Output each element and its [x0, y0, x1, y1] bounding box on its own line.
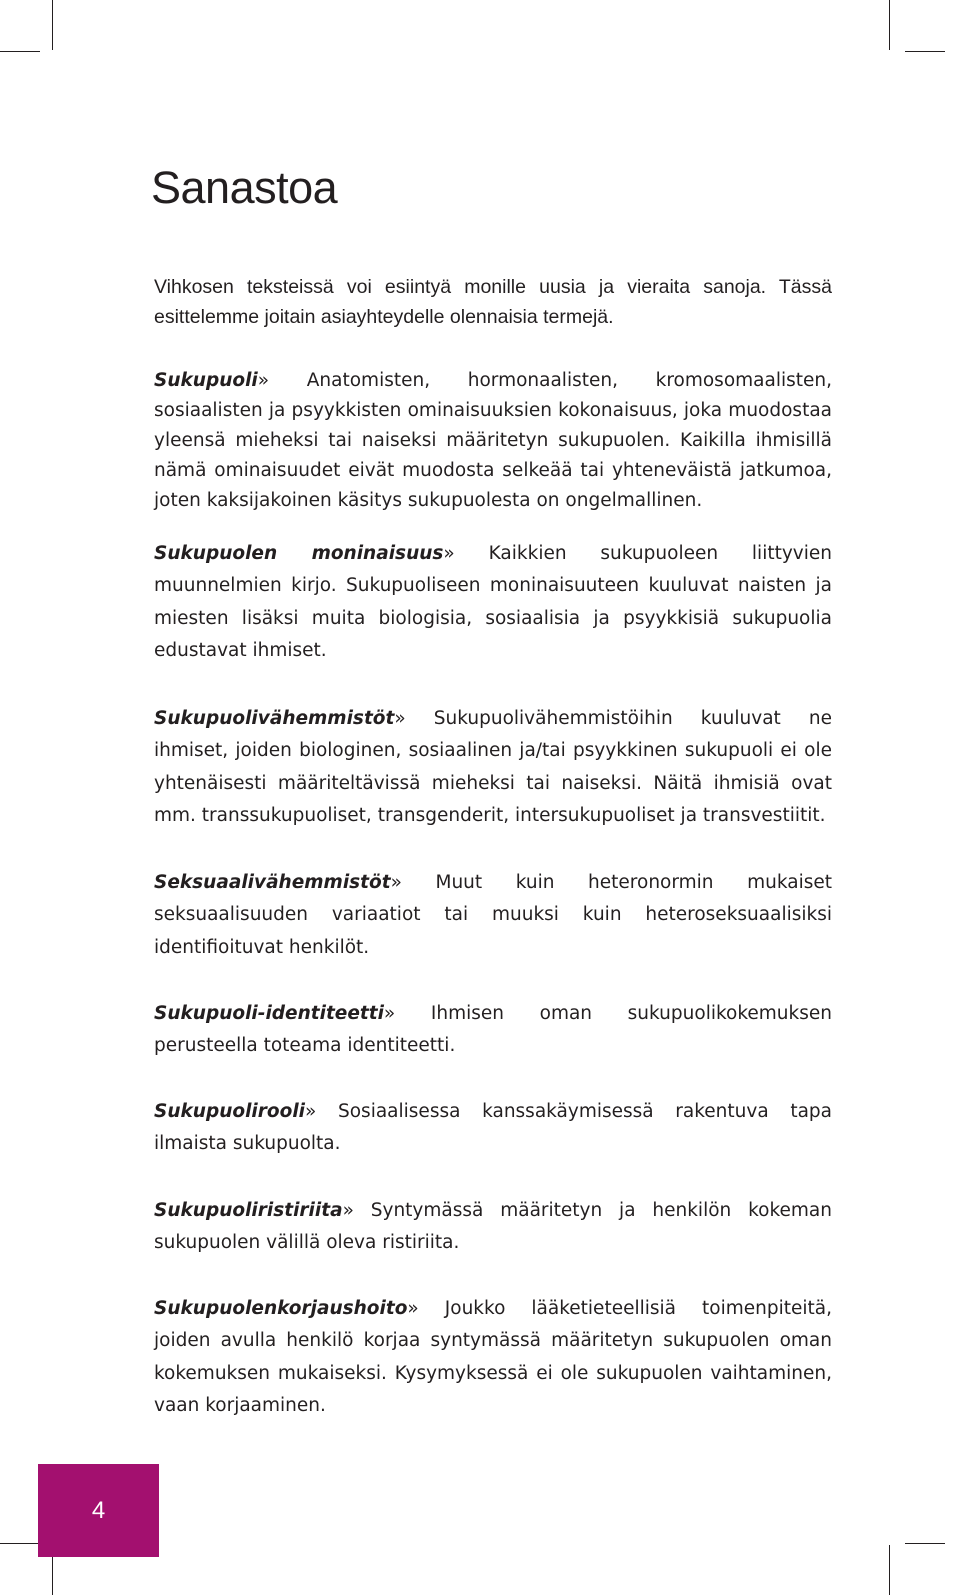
- entry-definition: Joukko lääketieteellisiä toimenpiteitä, joiden avulla henkilö korjaa syntymässä määritetyn sukupuolen oman kokemuksen mukaiseksi. Kysymyksessä ei ole sukupuolen vaihtaminen, vaan korjaaminen.: [154, 1298, 832, 1416]
- entry-term: Sukupuolirooli: [154, 1101, 305, 1122]
- entry-definition: Sosiaalisessa kanssakäymisessä rakentuva tapa ilmaista sukupuolta.: [154, 1101, 832, 1155]
- glossary-entry: [154, 1096, 832, 1161]
- entry-definition: Sukupuolivähemmistöihin kuuluvat ne ihmiset, joiden biologinen, sosiaalinen ja/tai psyykkinen sukupuoli ei ole yhtenäisesti määriteltävissä mieheksi tai naiseksi. Näitä ihmisiä ovat mm. transsukupuoliset, transgenderit, intersukupuoliset ja transvestiitit.: [154, 708, 832, 826]
- entry-separator: »: [257, 370, 270, 391]
- page-title: Sanastoa: [151, 162, 338, 213]
- crop-mark: [905, 1543, 945, 1544]
- entry-definition: Ihmisen oman sukupuolikokemuksen perusteella toteama identiteetti.: [154, 1003, 832, 1057]
- entry-separator: »: [342, 1200, 354, 1221]
- glossary-entry: [154, 867, 832, 964]
- entry-definition: Syntymässä määritetyn ja henkilön kokeman sukupuolen välillä oleva ristiriita.: [154, 1200, 832, 1254]
- page-number: 4: [91, 1496, 106, 1524]
- entry-separator: »: [407, 1298, 419, 1319]
- entry-term: Sukupuoliristiriita: [154, 1200, 343, 1221]
- crop-mark: [889, 0, 890, 50]
- entry-separator: »: [383, 1003, 396, 1024]
- crop-mark: [0, 1543, 40, 1544]
- entry-separator: »: [305, 1101, 317, 1122]
- crop-mark: [889, 1545, 890, 1595]
- entry-term: Seksuaalivähemmistöt: [154, 872, 391, 893]
- entry-definition: Kaikkien sukupuoleen liittyvien muunnelmien kirjo. Sukupuoliseen moninaisuuteen kuuluvat naisten ja miesten lisäksi muita biologisia, sosiaalisia ja psyykkisiä sukupuolia edustavat ihmiset.: [154, 543, 832, 661]
- intro-paragraph: Vihkosen teksteissä voi esiintyä monille uusia ja vieraita sanoja. Tässä esittelemme joitain asiayhteydelle olennaisia termejä.: [154, 276, 832, 328]
- crop-mark: [905, 51, 945, 52]
- glossary-entry: [154, 1293, 832, 1422]
- page-number-box: [38, 1464, 159, 1557]
- entry-definition: Anatomisten, hormonaalisten, kromosomaalisten, sosiaalisten ja psyykkisten ominaisuuksien kokonaisuus, joka muodostaa yleensä mieheksi tai naiseksi määritetyn sukupuolen. Kaikilla ihmisillä nämä ominaisuudet eivät muodosta selkeää tai yhteneväistä jatkumoa, joten kaksijakoinen käsitys sukupuolesta on ongelmallinen.: [154, 370, 832, 511]
- glossary-entry: [154, 538, 832, 667]
- entry-term: Sukupuolenkorjaushoito: [154, 1298, 408, 1319]
- entry-term: Sukupuolen moninaisuus: [154, 543, 444, 564]
- glossary-entry: [154, 703, 832, 832]
- glossary-entry: [154, 366, 832, 516]
- entry-separator: »: [390, 872, 402, 893]
- entry-term: Sukupuoli: [154, 370, 258, 391]
- entry-separator: »: [394, 708, 406, 729]
- entry-separator: »: [443, 543, 455, 564]
- glossary-entry: [154, 1195, 832, 1260]
- crop-mark: [52, 0, 53, 50]
- entry-definition: Muut kuin heteronormin mukaiset seksuaalisuuden variaatiot tai muuksi kuin heteroseksuaalisiksi identifioituvat henkilöt.: [154, 872, 832, 958]
- glossary-entry: [154, 998, 832, 1063]
- crop-mark: [0, 51, 40, 52]
- entry-term: Sukupuoli-identiteetti: [154, 1003, 384, 1024]
- entry-term: Sukupuolivähemmistöt: [154, 708, 395, 729]
